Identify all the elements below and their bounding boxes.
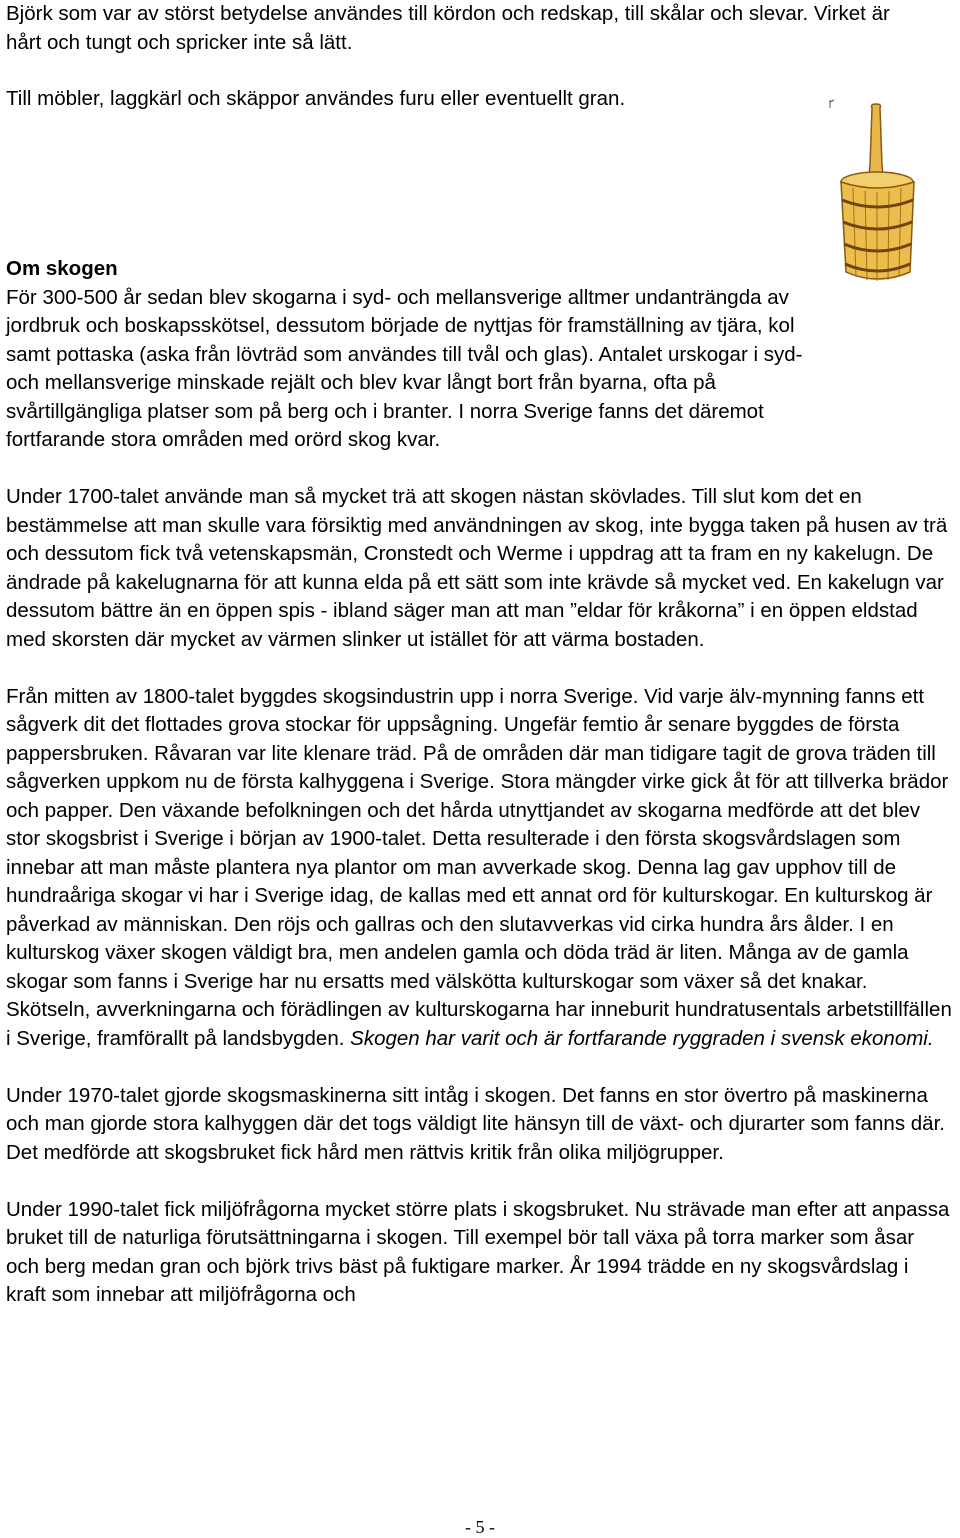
- intro-text: [6, 0, 906, 114]
- intro-paragraph-birch: Björk som var av störst betydelse användes till kördon och redskap, till skålar och slevar. Virket är hårt och tungt och spricker inte så lätt.: [6, 2, 890, 54]
- paragraph-1970s: Under 1970-talet gjorde skogsmaskinerna sitt intåg i skogen. Det fanns en stor övertro på maskinerna och man gjorde stora kalhyggen där det togs väldigt lite hänsyn till de växt- och djurarter som fanns där. Det medförde att skogsbruket fick hård men rättvis kritik från olika miljögrupper.: [6, 1083, 945, 1164]
- intro-paragraph-pine: Till möbler, laggkärl och skäppor användes furu eller eventuellt gran.: [6, 87, 626, 110]
- paragraph-1990s: Under 1990-talet fick miljöfrågorna mycket större plats i skogsbruket. Nu strävade man efter att anpassa bruket till de naturliga förutsättningarna i skogen. Till exempel bör tall växa på torra marker som åsar och berg medan gran och björk trivs bäst på fuktigare marker. År 1994 trädde en ny skogsvårdslag i kraft som innebar att miljöfrågorna och: [6, 1197, 950, 1306]
- paragraph-1700s: Under 1700-talet använde man så mycket trä att skogen nästan skövlades. Till slut kom det en bestämmelse att man skulle vara försiktig med användningen av skog, inte bygga taken på husen av trä och dessutom fick två vetenskapsmän, Cronstedt och Werme i uppdrag att ta fram en ny kakelugn. De ändrade på kakelugnarna för att kunna elda på ett sätt som inte krävde så mycket ved. En kakelugn var dessutom bättre än en öppen spis - ibland säger man att man ”eldar för kråkorna” i en öppen eldstad med skorsten där mycket av värmen slinker ut istället för att värma bostaden.: [6, 485, 948, 651]
- page-number: - 5 -: [465, 1517, 495, 1537]
- paragraph-1800s-italic: Skogen har varit och är fortfarande ryggraden i svensk ekonomi.: [350, 1026, 934, 1050]
- article-body: [6, 255, 952, 1338]
- paragraph-gap: [6, 57, 906, 85]
- paragraph-1800s-text: Från mitten av 1800-talet byggdes skogsindustrin upp i norra Sverige. Vid varje älv-mynning fanns ett sågverk dit det flottades grova stockar för uppsågning. Ungefär femtio år senare byggdes de första pappersbruken. Råvaran var lite klenare träd. På de områden där man tidigare tagit de grova träden till sågverken uppkom nu de första kalhyggena i Sverige. Stora mängder virke gick åt för att tillverka brädor och papper. Den växande befolkningen och det hårda utnyttjandet av skogarna medförde att det blev stor skogsbrist i Sverige i början av 1900-talet. Detta resulterade i den första skogsvårdslagen som innebar att man måste plantera nya plantor om man avverkade skog. Denna lag gav upphov till de hundraåriga skogar vi har i Sverige idag, de kallas med ett annat ord för kulturskogar. En kulturskog är påverkad av människan. Den röjs och gallras och den slutavverkas vid cirka hundra års ålder. I en kulturskog växer skogen väldigt bra, men andelen gamla och döda träd är liten. Många av de gamla skogar som fanns i Sverige har nu ersatts med välskötta kulturskogar som växer så det knakar. Skötseln, avverkningarna och förädlingen av kulturskogarna har inneburit hundratusentals arbetstillfällen i Sverige, framförallt på landsbygden.: [6, 684, 952, 1050]
- paragraph-1800s: [6, 683, 952, 1054]
- section-heading: Om skogen: [6, 257, 118, 280]
- paragraph-forest-history: För 300-500 år sedan blev skogarna i syd- och mellansverige alltmer undanträngda av jordbruk och boskapsskötsel, dessutom började de nyttjas för framställning av tjära, kol samt pottaska (aska från lövträd som användes till tvål och glas). Antalet urskogar i syd- och mellansverige minskade rejält och blev kvar långt bort från byarna, ofta på svårtillgängliga platser som på berg och i branter. I norra Sverige fanns det däremot fortfarande stora områden med orörd skog kvar.: [6, 285, 803, 451]
